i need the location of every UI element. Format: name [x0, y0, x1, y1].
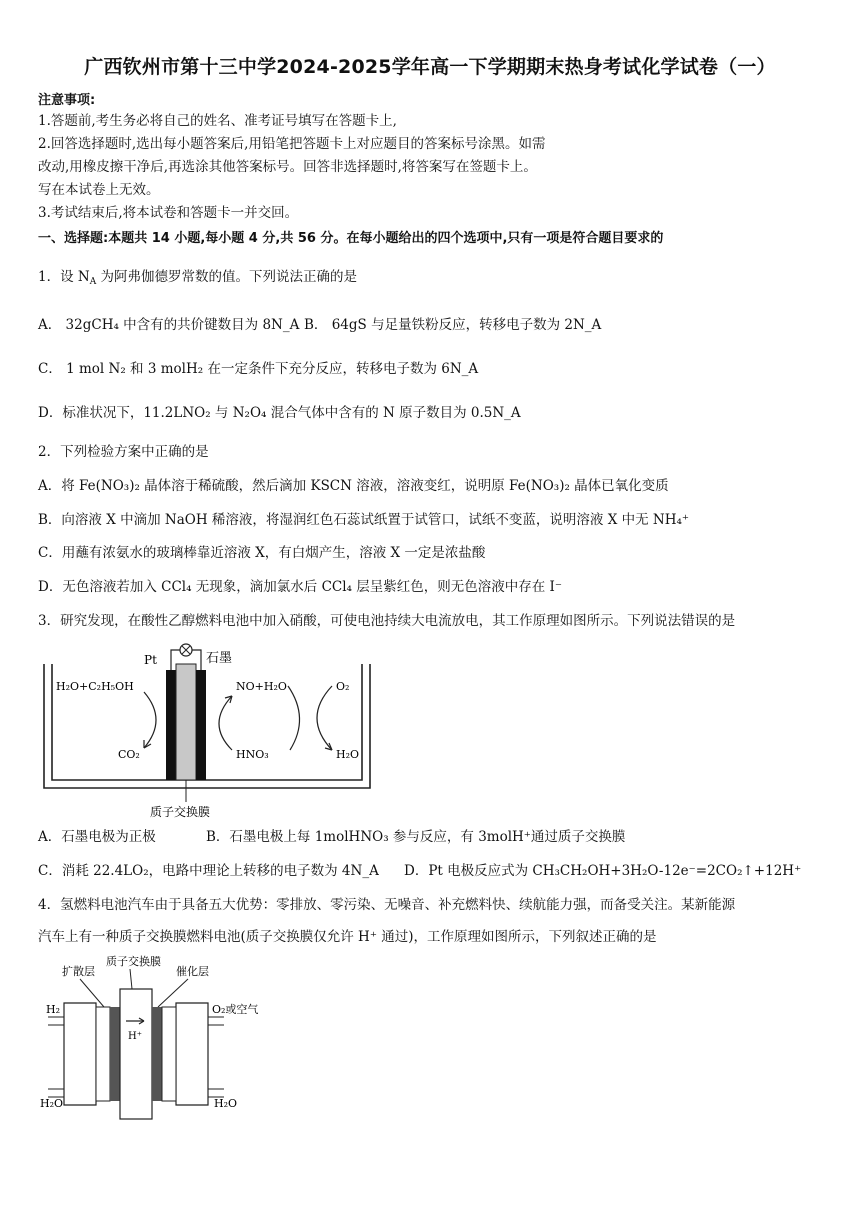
q1-stem-sub: A	[89, 277, 97, 287]
q1-stem-head: 1．设 N	[38, 269, 90, 285]
q2-option-a: A．将 Fe(NO₃)₂ 晶体溶于稀硫酸，然后滴加 KSCN 溶液，溶液变红，说明原 Fe(NO₃)₂ 晶体已氧化变质	[38, 478, 669, 494]
membrane-label-4: 质子交换膜	[106, 955, 161, 968]
q2-option-d: D．无色溶液若加入 CCl₄ 无现象，滴加氯水后 CCl₄ 层呈紫红色，则无色溶液中存在 I⁻	[38, 579, 563, 595]
catalyst-label: 催化层	[176, 965, 209, 978]
exam-title: 广西钦州市第十三中学2024-2025学年高一下学期期末热身考试化学试卷（一）	[84, 56, 776, 78]
q1-option-a: A． 32gCH₄ 中含有的共价键数目为 8N_A	[38, 317, 300, 333]
left-catalyst-layer	[110, 1007, 120, 1101]
h2o-outlet-right	[208, 1089, 224, 1097]
right-catalyst-layer	[152, 1007, 162, 1101]
left-arrow	[144, 692, 156, 748]
mid-product: HNO₃	[236, 748, 269, 761]
h2o-right-label: H₂O	[214, 1097, 238, 1110]
q3-option-c: C．消耗 22.4LO₂，电路中理论上转移的电子数为 4N_A	[38, 863, 379, 879]
proton-membrane	[176, 664, 196, 780]
membrane-label: 质子交换膜	[150, 805, 211, 819]
mid-arrow-up	[219, 696, 232, 750]
mid-reactant: NO+H₂O	[236, 680, 287, 693]
q3-option-d: D．Pt 电极反应式为 CH₃CH₂OH+3H₂O-12e⁻=2CO₂↑+12H⁺	[404, 863, 802, 879]
q3-stem: 3．研究发现，在酸性乙醇燃料电池中加入硝酸，可使电池持续大电流放电，其工作原理如图所示。下列说法错误的是	[38, 613, 736, 629]
right-arrow	[317, 686, 332, 750]
right-reactant: O₂	[336, 680, 350, 693]
q4-stem-line-1: 4．氢燃料电池汽车由于具备五大优势：零排放、零污染、无噪音、补充燃料快、续航能力强，而备受关注。某新能源	[38, 897, 736, 913]
notice-line-2: 2.回答选择题时,选出每小题答案后,用铅笔把答题卡上对应题目的答案标号涂黑。如需	[38, 136, 546, 152]
h2-inlet	[48, 1017, 64, 1025]
proton-label: H⁺	[128, 1031, 142, 1042]
q2-stem: 2．下列检验方案中正确的是	[38, 444, 209, 460]
diffusion-label: 扩散层	[62, 965, 95, 978]
q3-fuel-cell-diagram	[40, 640, 380, 820]
q1-option-c: C． 1 mol N₂ 和 3 molH₂ 在一定条件下充分反应，转移电子数为 6N_A	[38, 361, 479, 377]
left-product: CO₂	[118, 748, 140, 761]
left-reactant: H₂O+C₂H₅OH	[56, 680, 134, 693]
q2-option-c: C．用蘸有浓氨水的玻璃棒靠近溶液 X，有白烟产生，溶液 X 一定是浓盐酸	[38, 545, 486, 561]
mid-arrow-right	[288, 686, 300, 750]
h2o-outlet-left	[48, 1089, 64, 1097]
left-housing	[64, 1003, 96, 1105]
notice-line-1: 1.答题前,考生务必将自己的姓名、准考证号填写在答题卡上,	[38, 113, 397, 129]
q1-option-b: B． 64gS 与足量铁粉反应，转移电子数为 2N_A	[304, 317, 602, 333]
q1-option-d: D．标准状况下，11.2LNO₂ 与 N₂O₄ 混合气体中含有的 N 原子数目为 0.5N_A	[38, 405, 521, 421]
proton-exchange-membrane	[120, 989, 152, 1119]
left-diffusion-layer	[96, 1007, 110, 1101]
section-heading: 一、选择题:本题共 14 小题,每小题 4 分,共 56 分。在每小题给出的四个选项中,只有一项是符合题目要求的	[38, 231, 664, 246]
q4-stem-line-2: 汽车上有一种质子交换膜燃料电池(质子交换膜仅允许 H⁺ 通过)，工作原理如图所示，下列叙述正确的是	[38, 929, 657, 945]
graphite-electrode	[196, 670, 206, 780]
q1-stem	[38, 268, 357, 291]
q2-option-b: B．向溶液 X 中滴加 NaOH 稀溶液，将湿润红色石蕊试纸置于试管口，试纸不变蓝，说明溶液 X 中无 NH₄⁺	[38, 512, 690, 528]
right-product: H₂O	[336, 748, 360, 761]
o2-label: O₂或空气	[212, 1003, 259, 1016]
notice-line-3: 改动,用橡皮擦干净后,再选涂其他答案标号。回答非选择题时,将答案写在签题卡上。	[38, 159, 537, 175]
right-housing	[176, 1003, 208, 1105]
q3-option-a: A．石墨电极为正极	[38, 829, 156, 845]
graphite-label: 石墨	[206, 651, 233, 666]
notice-line-4: 写在本试卷上无效。	[38, 182, 160, 198]
o2-inlet	[208, 1017, 224, 1025]
notice-line-5: 3.考试结束后,将本试卷和答题卡一并交回。	[38, 205, 299, 221]
membrane-pointer-4	[130, 969, 132, 989]
notice-heading: 注意事项:	[38, 93, 96, 108]
pt-label: Pt	[144, 653, 157, 667]
q4-pem-cell-diagram	[40, 955, 290, 1130]
pt-electrode	[166, 670, 176, 780]
h2-label: H₂	[46, 1003, 61, 1016]
q3-option-b: B．石墨电极上每 1molHNO₃ 参与反应，有 3molH⁺通过质子交换膜	[206, 829, 626, 845]
h2o-left-label: H₂O	[40, 1097, 64, 1110]
q1-stem-tail: 为阿弗伽德罗常数的值。下列说法正确的是	[96, 269, 357, 285]
right-diffusion-layer	[162, 1007, 176, 1101]
